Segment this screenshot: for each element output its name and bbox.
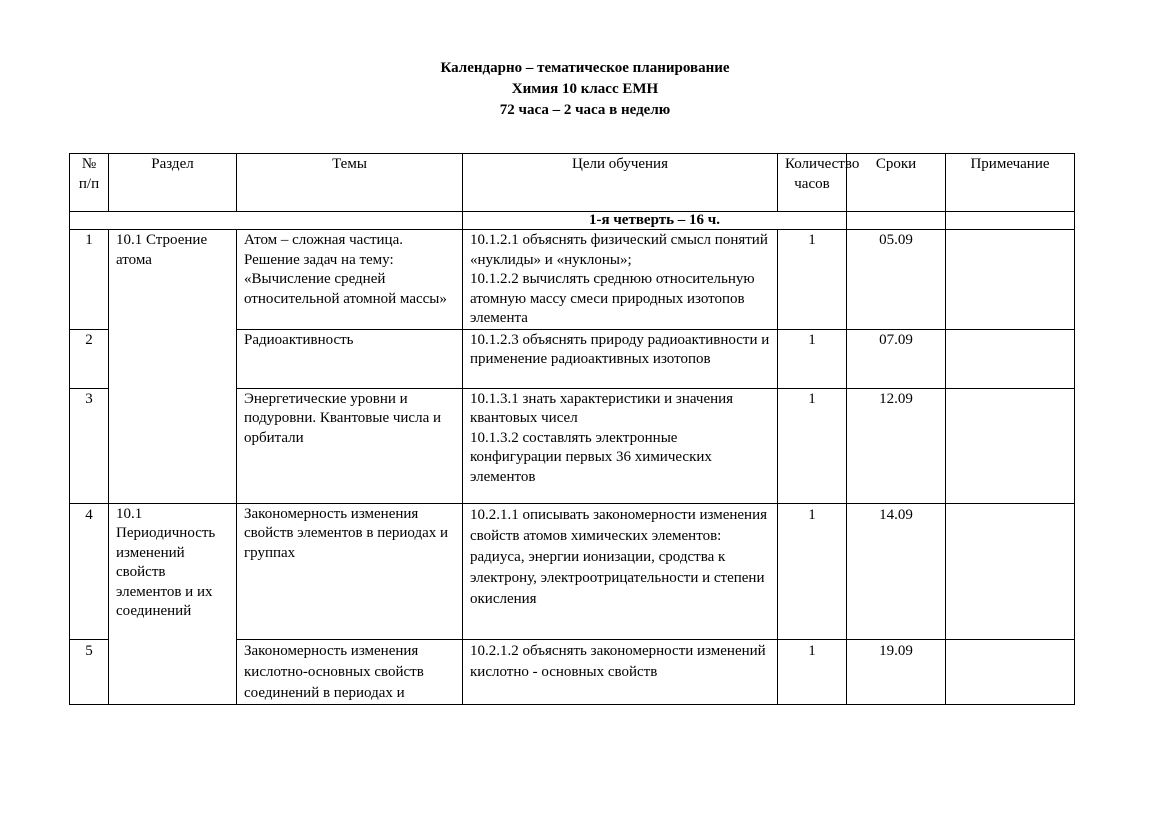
note-cell — [946, 388, 1075, 503]
hours-cell: 1 — [778, 503, 847, 639]
hours-cell: 1 — [778, 329, 847, 388]
goals-cell — [463, 388, 778, 503]
date-cell: 14.09 — [847, 503, 946, 639]
hours-cell: 1 — [778, 639, 847, 704]
topic-cell: Атом – сложная частица. Решение задач на тему: «Вычисление средней относительной атомной массы» — [237, 230, 463, 330]
goals-cell — [463, 329, 778, 388]
quarter-blank-cell — [70, 212, 463, 230]
note-cell — [946, 503, 1075, 639]
quarter-row — [70, 212, 1075, 230]
goal-item: 10.2.1.2 объяснять закономерности изменений кислотно - основных свойств — [470, 642, 766, 680]
topic-cell: Радиоактивность — [237, 329, 463, 388]
date-cell: 05.09 — [847, 230, 946, 330]
goal-item: 10.1.2.1 объяснять физический смысл понятий «нуклиды» и «нуклоны»; — [470, 232, 768, 268]
planning-table — [69, 153, 1075, 705]
note-cell — [946, 639, 1075, 704]
row-number: 5 — [70, 639, 109, 704]
section-cell: 10.1 Периодичность изменений свойств элементов и их соединений — [109, 503, 237, 704]
row-number: 3 — [70, 388, 109, 503]
section-cell: 10.1 Строение атома — [109, 230, 237, 504]
row-number: 2 — [70, 329, 109, 388]
goal-item: 10.1.2.2 вычислять среднюю относительную атомную массу смеси природных изотопов элемента — [470, 271, 755, 326]
document-hours-note: 72 часа – 2 часа в неделю — [499, 102, 671, 118]
goals-cell — [463, 230, 778, 330]
table-row — [70, 230, 1075, 330]
row-number: 4 — [70, 503, 109, 639]
row-number: 1 — [70, 230, 109, 330]
hours-cell: 1 — [778, 388, 847, 503]
document-subtitle: Химия 10 класс ЕМН — [511, 81, 659, 97]
column-header-number: № п/п — [70, 154, 109, 212]
goals-cell — [463, 503, 778, 639]
goal-item: 10.1.3.2 составлять электронные конфигурации первых 36 химических элементов — [470, 429, 712, 485]
goals-cell — [463, 639, 778, 704]
date-cell: 12.09 — [847, 388, 946, 503]
topic-cell: Энергетические уровни и подуровни. Квантовые числа и орбитали — [237, 388, 463, 503]
column-header-topics: Темы — [237, 154, 463, 212]
table-row — [70, 503, 1075, 639]
quarter-blank-cell — [946, 212, 1075, 230]
quarter-blank-cell — [847, 212, 946, 230]
column-header-dates: Сроки — [847, 154, 946, 212]
table-header-row — [70, 154, 1075, 212]
document-header — [0, 58, 1170, 121]
note-cell — [946, 230, 1075, 330]
document-title: Календарно – тематическое планирование — [440, 60, 730, 76]
topic-cell: Закономерность изменения свойств элементов в периодах и группах — [237, 503, 463, 639]
column-header-goals: Цели обучения — [463, 154, 778, 212]
goal-item: 10.1.3.1 знать характеристики и значения квантовых чисел — [470, 390, 734, 426]
goal-item: 10.2.1.1 описывать закономерности изменения свойств атомов химических элементов: радиуса, энергии ионизации, сродства к электрону, электроотрицательности и степени окисления — [470, 506, 768, 607]
goal-item: 10.1.2.3 объяснять природу радиоактивности и применение радиоактивных изотопов — [470, 331, 770, 367]
hours-cell: 1 — [778, 230, 847, 330]
topic-cell: Закономерность изменения кислотно-основных свойств соединений в периодах и — [237, 639, 463, 704]
note-cell — [946, 329, 1075, 388]
date-cell: 19.09 — [847, 639, 946, 704]
quarter-label: 1-я четверть – 16 ч. — [463, 212, 847, 230]
date-cell: 07.09 — [847, 329, 946, 388]
column-header-note: Примечание — [946, 154, 1075, 212]
column-header-hours: Количество часов — [778, 154, 847, 212]
column-header-section: Раздел — [109, 154, 237, 212]
